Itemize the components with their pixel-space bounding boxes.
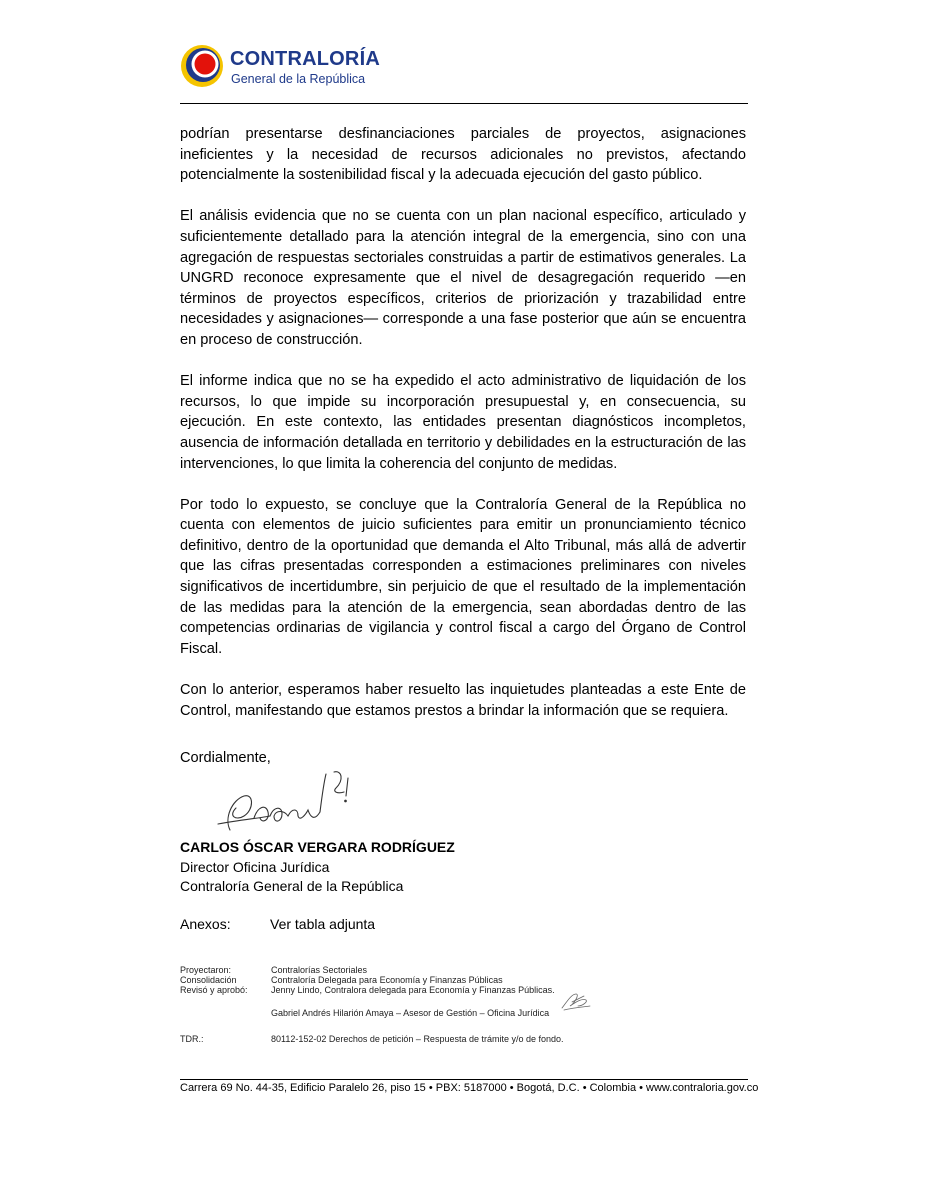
tdr-value: 80112-152-02 Derechos de petición – Respuesta de trámite y/o de fondo. (271, 1034, 564, 1044)
credit-value: Contraloría Delegada para Economía y Finanzas Públicas (271, 975, 503, 985)
letter-body (180, 124, 746, 742)
contraloria-logo (180, 42, 410, 94)
signer-organization: Contraloría General de la República (180, 878, 404, 894)
initials-signature (560, 990, 592, 1012)
header-divider (180, 103, 748, 104)
credit-label: Revisó y aprobó: (180, 985, 248, 995)
credit-value: Jenny Lindo, Contralora delegada para Economía y Finanzas Públicas. (271, 985, 555, 995)
logo-emblem-icon (180, 42, 226, 88)
paragraph: Con lo anterior, esperamos haber resuelto las inquietudes planteadas a este Ente de Control, manifestando que estamos prestos a brindar la información que se requiera. (180, 682, 746, 719)
footer-divider (180, 1079, 748, 1080)
paragraph: podrían presentarse desfinanciaciones parciales de proyectos, asignaciones ineficientes y la necesidad de recursos adicionales no previstos, afectando potencialmente la sostenibilidad fiscal y la adecuada ejecución del gasto público. (180, 126, 746, 184)
paragraph: Por todo lo expuesto, se concluye que la Contraloría General de la República no cuenta con elementos de juicio suficientes para emitir un pronunciamiento técnico definitivo, dentro de la oportunidad que demanda el Alto Tribunal, más allá de advertir que las cifras presentadas corresponden a estimaciones preliminares con niveles significativos de incertidumbre, sin perjuicio de que el resultado de la implementación de las medidas para la atención de la emergencia, sean abordadas dentro de las competencias ordinarias de vigilancia y control fiscal a cargo del Órgano de Control Fiscal. (180, 496, 746, 657)
credit-label: Consolidación (180, 975, 237, 985)
credit-label: Proyectaron: (180, 965, 232, 975)
signer-block (180, 838, 455, 897)
logo-subtitle: General de la República (231, 72, 366, 86)
annexes-value: Ver tabla adjunta (270, 916, 376, 932)
signer-name: CARLOS ÓSCAR VERGARA RODRÍGUEZ (180, 839, 455, 855)
credit-extra: Gabriel Andrés Hilarión Amaya – Asesor de Gestión – Oficina Jurídica (271, 1008, 550, 1018)
signer-title: Director Oficina Jurídica (180, 858, 330, 875)
annexes-label: Anexos: (180, 916, 231, 932)
credit-value: Contralorías Sectoriales (271, 965, 368, 975)
paragraph: El análisis evidencia que no se cuenta con un plan nacional específico, articulado y suficientemente detallado para la atención integral de la emergencia, sino con una agregación de respuestas sectoriales construidas a partir de estimativos generales. La UNGRD reconoce expresamente que el nivel de desagregación requerido —en términos de proyectos específicos, criterios de priorización y trazabilidad entre necesidades y asignaciones— corresponde a una fase posterior que aún se encuentra en proceso de construcción. (180, 208, 746, 348)
paragraph: El informe indica que no se ha expedido el acto administrativo de liquidación de los recursos, lo que impide su incorporación presupuestal y, en consecuencia, su ejecución. En este contexto, las entidades presentan diagnósticos incompletos, ausencia de información detallada en territorio y debilidades en la estructuración de las intervenciones, lo que limita la coherencia del conjunto de medidas. (180, 373, 746, 472)
closing-salutation: Cordialmente, (180, 750, 271, 766)
footer-address: Carrera 69 No. 44-35, Edificio Paralelo 26, piso 15 • PBX: 5187000 • Bogotá, D.C. • Colombia • www.contraloria.gov.co (180, 1082, 759, 1094)
logo-name: CONTRALORÍA (230, 48, 380, 70)
handwritten-signature (210, 766, 360, 846)
tdr-label: TDR.: (180, 1034, 204, 1044)
